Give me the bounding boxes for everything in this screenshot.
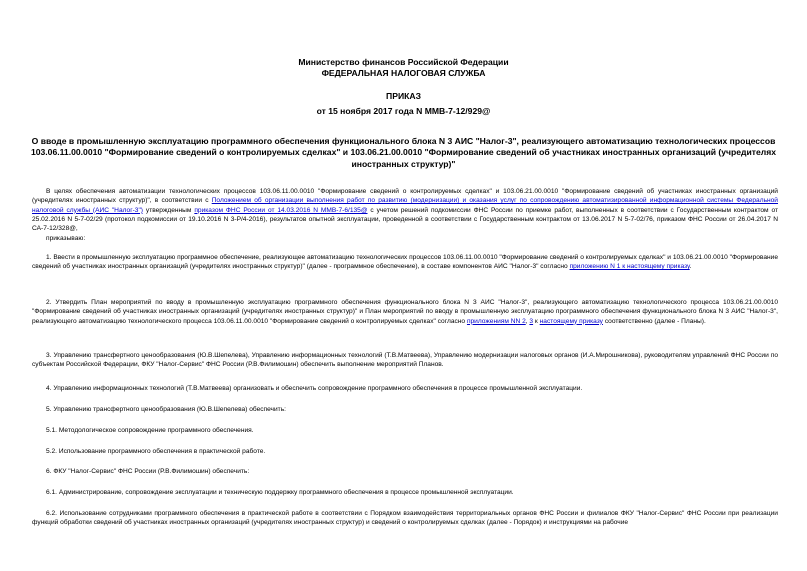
- document-date-number: от 15 ноября 2017 года N ММВ-7-12/929@: [316, 106, 491, 116]
- item-4: 4. Управлению информационных технологий (Т.В.Матвеева) организовать и обеспечить сопровождение программного обеспечения в процессе промышленной эксплуатации.: [46, 385, 583, 392]
- preamble-text: В целях обеспечения автоматизации технологических процессов 103.06.11.00.0010 "Формирование сведений о контролируемых сделках" и 103.06.21.00.0010 "Формирование сведений об участниках иностранных организаций (учредителях иностранных структур)", в соответствии с: [32, 188, 778, 205]
- this-order-link[interactable]: настоящему приказу: [539, 317, 603, 325]
- regulation-link[interactable]: Положением об организации выполнения работ по развитию (модернизации) и оказания услуг по сопровождению автоматизированной информационной системы Федеральной налоговой службы (АИС "Налог-3"): [32, 197, 778, 214]
- item-text: к: [533, 317, 540, 325]
- appendix-3-link[interactable]: 3: [529, 317, 534, 325]
- item-text: 1. Ввести в промышленную эксплуатацию программное обеспечение, реализующее автоматизацию технологических процессов 103.06.11.00.0010 "Формирование сведений о контролируемых сделках" и 103.06.21.00.0010 "Формирование сведений об участниках иностранных организаций (учредителях иностранных структур)" (далее - программное обеспечение), в составе компонентов АИС "Налог-3" согласно: [32, 254, 778, 271]
- document-title: О вводе в промышленную эксплуатацию программного обеспечения функционального блока N 3 АИС "Налог-3", реализующего автоматизацию технологических процессов 103.06.11.00.0010 "Формирование сведений о контролируемых сделках" и 103.06.21.00.0010 "Формирование сведений об участниках иностранных организаций (учредителях иностранных структур)": [30, 136, 777, 169]
- ministry-name: Министерство финансов Российской Федерации: [298, 57, 509, 67]
- item-3: 3. Управлению трансфертного ценообразования (Ю.В.Шепелева), Управлению информационных технологий (Т.В.Матвеева), Управлению модернизации налоговых органов (И.А.Мирошникова), руководителям управлений ФНС России по субъектам Российской Федерации, ФКУ "Налог-Сервис" ФНС России (Р.В.Филимошин) обеспечить выполнение мероприятий Планов.: [32, 352, 778, 369]
- item-5: 5. Управлению трансфертного ценообразования (Ю.В.Шепелева) обеспечить:: [46, 406, 286, 413]
- item-6-2: 6.2. Использование сотрудниками программного обеспечения в практической работе в соответствии с Порядком взаимодействия территориальных органов ФНС России и филиалов ФКУ "Налог-Сервис" ФНС России при реализации функций обработки сведений об участниках иностранных организаций (учредителях иностранных структур) и сведений о контролируемых сделках (далее - Порядок) и инструкциями на рабочие: [32, 510, 778, 527]
- appendix-2-link[interactable]: приложениям NN 2: [466, 317, 526, 325]
- order-link[interactable]: приказом ФНС России от 14.03.2016 N ММВ-7-6/135@: [194, 206, 368, 214]
- item-1: [32, 253, 778, 272]
- preamble-text: с учетом решений подкомиссии ФНС России по приемке работ, выполненных в соответствии с Государственным контрактом от 25.02.2016 N 5-7-02/29 (протокол подкомиссии от 19.10.2016 N 3-Р/4-2016), результатов опытной эксплуатации, проведенной в соответствии с Государственным контрактом от 13.06.2017 N 5-7-02/76, приказом ФНС России от 26.04.2017 N СА-7-12/328@,: [32, 206, 779, 233]
- item-5-1: 5.1. Методологическое сопровождение программного обеспечения.: [46, 427, 254, 434]
- item-5-2: 5.2. Использование программного обеспечения в практической работе.: [46, 448, 266, 455]
- preamble-text: утвержденным: [143, 206, 195, 214]
- item-6: 6. ФКУ "Налог-Сервис" ФНС России (Р.В.Филимошин) обеспечить:: [46, 468, 250, 475]
- order-verb: приказываю:: [46, 235, 86, 242]
- preamble-paragraph: [32, 187, 778, 233]
- appendix-1-link[interactable]: приложению N 1 к настоящему приказу: [569, 263, 690, 271]
- item-6-1: 6.1. Администрирование, сопровождение эксплуатации и техническую поддержку программного обеспечения в процессе промышленной эксплуатации.: [46, 489, 514, 496]
- item-2: [32, 298, 778, 326]
- item-text: ,: [525, 317, 530, 325]
- item-text: .: [689, 263, 692, 271]
- item-text: соответственно (далее - Планы).: [602, 317, 706, 325]
- item-text: 2. Утвердить План мероприятий по вводу в промышленную эксплуатацию программного обеспечения функционального блока N 3 АИС "Налог-3", реализующего автоматизацию технологического процесса 103.06.21.00.0010 "Формирование сведений об участниках иностранных организаций (учредителях иностранных структур)" и План мероприятий по вводу в промышленную эксплуатацию программного обеспечения функционального блока N 3 АИС "Налог-3", реализующего автоматизацию технологического процесса 103.06.11.00.0010 "Формирование сведений о контролируемых сделках" согласно: [32, 299, 778, 325]
- service-name: ФЕДЕРАЛЬНАЯ НАЛОГОВАЯ СЛУЖБА: [321, 68, 486, 78]
- document-type: ПРИКАЗ: [386, 91, 421, 101]
